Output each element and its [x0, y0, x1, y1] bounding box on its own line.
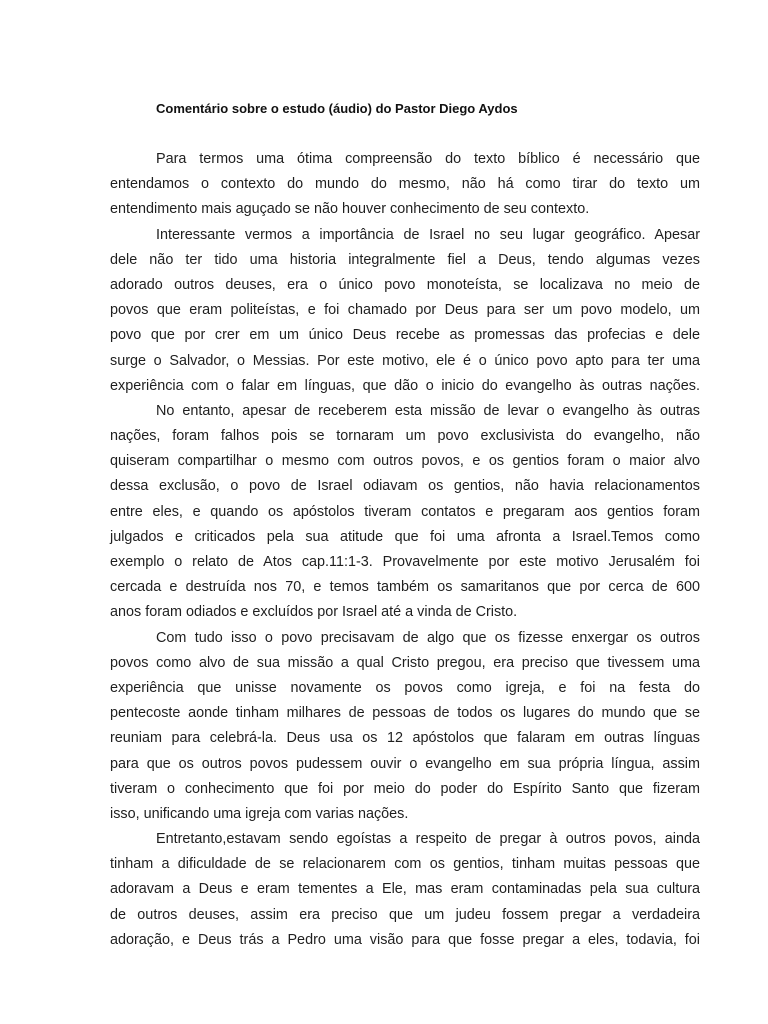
text-line: Interessante vermos a importância de Israel no seu lugar geográfico. Apesar	[156, 226, 700, 243]
text-line: adorado outros deuses, era o único povo monoteísta, se localizava no meio de	[110, 276, 700, 293]
text-line: para que os outros povos pudessem ouvir o evangelho em sua própria língua, assim	[110, 755, 700, 772]
text-line: No entanto, apesar de receberem esta missão de levar o evangelho às outras	[156, 402, 700, 419]
text-line: Para termos uma ótima compreensão do texto bíblico é necessário que	[156, 151, 700, 167]
text-line: entre eles, e quando os apóstolos tiveram contatos e pregaram aos gentios foram	[110, 503, 700, 520]
text-line: tiveram o conhecimento que foi por meio do poder do Espírito Santo que fizeram	[110, 780, 700, 797]
text-line: adoravam a Deus e eram tementes a Ele, mas eram contaminadas pela sua cultura	[110, 881, 700, 898]
text-line: povos que eram politeístas, e foi chamado por Deus para ser um povo modelo, um	[110, 302, 700, 319]
text-line: experiência com o falar em línguas, que dão o inicio do evangelho às outras nações.	[110, 377, 700, 394]
document-title: Comentário sobre o estudo (áudio) do Pastor Diego Aydos	[156, 101, 518, 116]
text-line: de outros deuses, assim era preciso que um judeu fossem pregar a verdadeira	[110, 906, 700, 923]
text-line: povo que por crer em um único Deus recebe as promessas das profecias e dele	[110, 327, 700, 344]
text-line: entendimento mais aguçado se não houver conhecimento de seu contexto.	[110, 201, 590, 218]
document-body	[110, 147, 700, 953]
text-line: experiência que unisse novamente os povos como igreja, e foi na festa do	[110, 679, 700, 696]
text-line: tinham a dificuldade de se relacionarem com os gentios, tinham muitas pessoas que	[110, 856, 700, 873]
text-line: surge o Salvador, o Messias. Por este motivo, ele é o único povo apto para ter uma	[110, 352, 700, 369]
text-line: nações, foram falhos pois se tornaram um povo exclusivista do evangelho, não	[110, 428, 700, 445]
text-line: reuniam para celebrá-la. Deus usa os 12 apóstolos que falaram em outras línguas	[110, 730, 700, 747]
text-line: adoração, e Deus trás a Pedro uma visão para que fosse pregar a eles, todavia, foi	[110, 931, 700, 948]
text-line: quiseram compartilhar o mesmo com outros povos, e os gentios foram o maior alvo	[110, 453, 700, 470]
text-line: dessa exclusão, o povo de Israel odiavam os gentios, não havia relacionamentos	[110, 478, 700, 495]
text-line: julgados e criticados pela sua atitude que foi uma afronta a Israel.Temos como	[110, 528, 700, 545]
text-line: entendamos o contexto do mundo do mesmo, não há como tirar do texto um	[110, 176, 700, 193]
text-line: Entretanto,estavam sendo egoístas a respeito de pregar à outros povos, ainda	[156, 831, 700, 848]
text-line: exemplo o relato de Atos cap.11:1-3. Provavelmente por este motivo Jerusalém foi	[110, 554, 700, 570]
text-line: pentecoste aonde tinham milhares de pessoas de todos os lugares do mundo que se	[110, 705, 700, 722]
text-line: cercada e destruída nos 70, e temos também os samaritanos que por cerca de 600	[110, 579, 700, 596]
text-line: Com tudo isso o povo precisavam de algo que os fizesse enxergar os outros	[156, 629, 700, 646]
text-line: anos foram odiados e excluídos por Israel até a vinda de Cristo.	[110, 604, 518, 621]
text-line: dele não ter tido uma historia integralmente fiel a Deus, tendo algumas vezes	[110, 251, 700, 268]
text-line: isso, unificando uma igreja com varias nações.	[110, 805, 409, 822]
text-line: povos como alvo de sua missão a qual Cristo pregou, era preciso que tivessem uma	[110, 654, 700, 671]
